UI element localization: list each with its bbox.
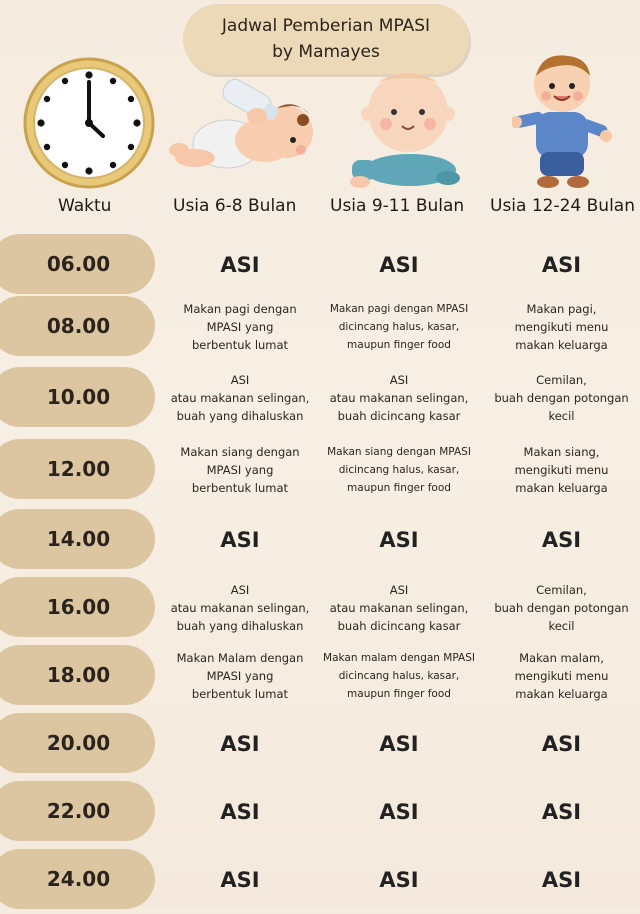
time-label: 10.00 — [46, 385, 111, 409]
time-pill — [0, 849, 155, 909]
time-label: 08.00 — [46, 314, 111, 338]
cell-6-8: ASI — [220, 868, 260, 892]
time-label: 06.00 — [46, 252, 111, 276]
time-label: 20.00 — [46, 731, 111, 755]
time-label: 22.00 — [46, 799, 111, 823]
crawling-baby-illustration — [338, 68, 466, 190]
cell-12-24: ASI — [541, 868, 582, 892]
header-age-9-11: Usia 9-11 Bulan — [330, 196, 465, 216]
schedule-row — [0, 642, 640, 710]
cell-6-8: Makan siang dengan MPASI yang berbentuk lumat — [180, 445, 300, 495]
cell-9-11: ASI — [379, 868, 419, 892]
time-pill — [0, 577, 155, 637]
schedule-row — [0, 506, 640, 574]
header-age-6-8: Usia 6-8 Bulan — [173, 196, 297, 216]
time-pill — [0, 645, 155, 705]
schedule-row — [0, 436, 640, 504]
schedule-row — [0, 710, 640, 778]
cell-6-8: ASI — [220, 528, 260, 552]
time-label: 24.00 — [46, 867, 111, 891]
cell-9-11: ASI — [379, 528, 419, 552]
cell-6-8: ASI — [220, 800, 260, 824]
time-label: 16.00 — [46, 595, 111, 619]
time-pill — [0, 781, 155, 841]
cell-9-11: ASI — [379, 253, 419, 277]
time-pill — [0, 439, 155, 499]
clock-icon — [22, 56, 156, 190]
cell-6-8: Makan pagi dengan MPASI yang berbentuk lumat — [183, 302, 297, 352]
time-pill — [0, 713, 155, 773]
cell-12-24: Makan pagi, mengikuti menu makan keluarga — [514, 302, 609, 352]
cell-6-8: ASI — [220, 253, 260, 277]
title-line-2: by Mamayes — [272, 42, 380, 62]
schedule-row — [0, 846, 640, 914]
cell-12-24: Makan siang, mengikuti menu makan keluarga — [514, 445, 609, 495]
time-pill — [0, 296, 155, 356]
title-line-1: Jadwal Pemberian MPASI — [221, 16, 431, 36]
cell-6-8: ASI — [220, 732, 260, 756]
time-label: 14.00 — [46, 527, 111, 551]
cell-6-8: ASI atau makanan selingan, buah yang dihaluskan — [170, 373, 310, 423]
time-pill — [0, 367, 155, 427]
schedule-row — [0, 364, 640, 432]
title-banner — [183, 4, 469, 74]
table-header — [0, 196, 640, 226]
cell-12-24: ASI — [541, 253, 582, 277]
baby-bottle-illustration — [165, 72, 320, 182]
cell-6-8: ASI atau makanan selingan, buah yang dihaluskan — [170, 583, 310, 633]
header-age-12-24: Usia 12-24 Bulan — [490, 196, 635, 216]
cell-12-24: ASI — [541, 800, 582, 824]
walking-baby-illustration — [512, 48, 612, 190]
time-label: 12.00 — [46, 457, 111, 481]
time-pill — [0, 509, 155, 569]
cell-9-11: Makan malam dengan MPASI dicincang halus, kasar, maupun finger food — [323, 652, 475, 700]
cell-12-24: Cemilan, buah dengan potongan kecil — [494, 583, 629, 633]
cell-9-11: ASI — [379, 732, 419, 756]
time-label: 18.00 — [46, 663, 111, 687]
cell-9-11: Makan pagi dengan MPASI dicincang halus, kasar, maupun finger food — [329, 303, 469, 351]
schedule-row — [0, 293, 640, 361]
cell-9-11: Makan siang dengan MPASI dicincang halus, kasar, maupun finger food — [327, 446, 471, 494]
cell-12-24: Makan malam, mengikuti menu makan keluarga — [514, 651, 609, 701]
time-pill — [0, 234, 155, 294]
cell-12-24: ASI — [541, 732, 582, 756]
cell-9-11: ASI atau makanan selingan, buah dicincang kasar — [329, 373, 469, 423]
schedule-row — [0, 231, 640, 299]
cell-12-24: Cemilan, buah dengan potongan kecil — [494, 373, 629, 423]
cell-9-11: ASI atau makanan selingan, buah dicincang kasar — [329, 583, 469, 633]
schedule-row — [0, 574, 640, 642]
cell-6-8: Makan Malam dengan MPASI yang berbentuk lumat — [176, 651, 304, 701]
schedule-row — [0, 778, 640, 846]
header-time: Waktu — [58, 196, 112, 216]
cell-9-11: ASI — [379, 800, 419, 824]
cell-12-24: ASI — [541, 528, 582, 552]
